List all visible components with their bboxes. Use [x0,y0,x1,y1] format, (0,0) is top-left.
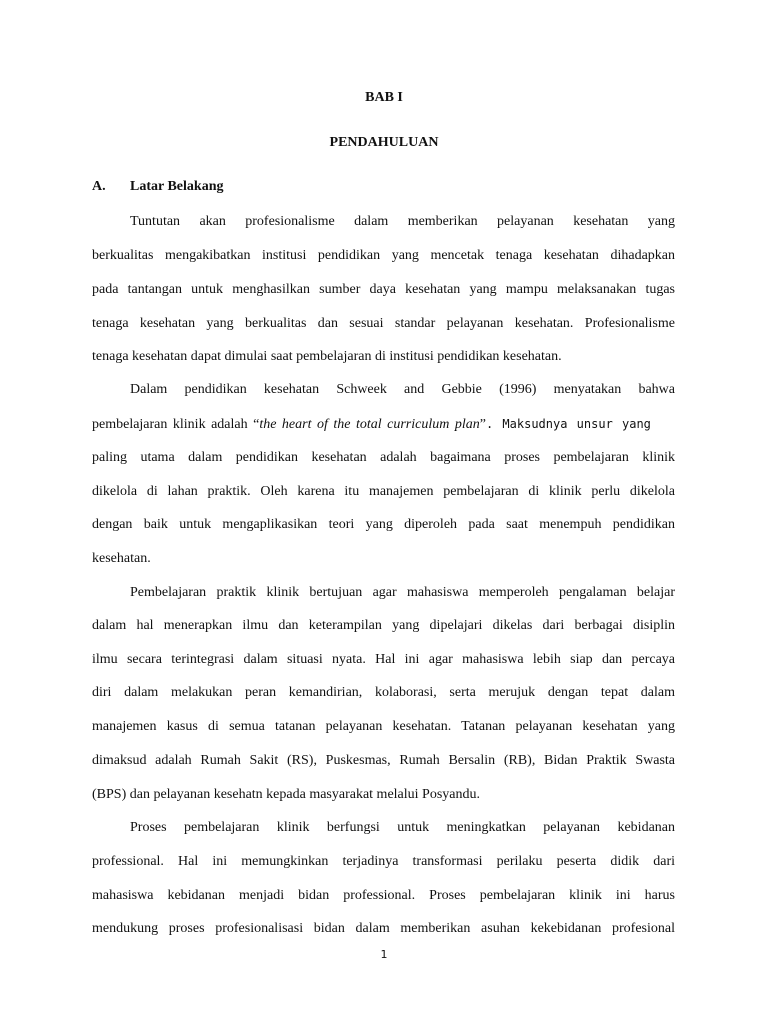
paragraph-line: berkualitas mengakibatkan institusi pendidikan yang mencetak tenaga kesehatan dihadapkan [92,248,675,263]
paragraph-line: Proses pembelajaran klinik berfungsi untuk meningkatkan pelayanan kebidanan [130,820,675,835]
paragraph-line: manajemen kasus di semua tatanan pelayanan kesehatan. Tatanan pelayanan kesehatan yang [92,719,675,734]
paragraph-line: Dalam pendidikan kesehatan Schweek and Gebbie (1996) menyatakan bahwa [130,382,675,397]
section-heading [92,179,223,195]
chapter-title: PENDAHULUAN [329,135,439,150]
paragraph-line: Tuntutan akan profesionalisme dalam memberikan pelayanan kesehatan yang [130,214,675,229]
paragraph-line: mahasiswa kebidanan menjadi bidan professional. Proses pembelajaran klinik ini harus [92,888,675,903]
page-number: 1 [380,948,388,961]
section-title: Latar Belakang [130,179,224,194]
paragraph-line: tenaga kesehatan dapat dimulai saat pembelajaran di institusi pendidikan kesehatan. [92,349,562,364]
line-text: pembelajaran klinik adalah “ [92,417,260,432]
paragraph-line-mixed [92,415,675,433]
monospace-text: . Maksudnya unsur yang [485,417,651,431]
paragraph-line: dengan baik untuk mengaplikasikan teori yang diperoleh pada saat menempuh pendidikan [92,517,675,532]
paragraph-line: pada tantangan untuk menghasilkan sumber daya kesehatan yang mampu melaksanakan tugas [92,282,675,297]
paragraph-line: mendukung proses profesionalisasi bidan dalam memberikan asuhan kekebidanan profesional [92,921,675,936]
paragraph-line: Pembelajaran praktik klinik bertujuan agar mahasiswa memperoleh pengalaman belajar [130,585,675,600]
paragraph-line: paling utama dalam pendidikan kesehatan adalah bagaimana proses pembelajaran klinik [92,450,675,465]
paragraph-line: (BPS) dan pelayanan kesehatn kepada masyarakat melalui Posyandu. [92,787,480,802]
paragraph-line: dimaksud adalah Rumah Sakit (RS), Puskesmas, Rumah Bersalin (RB), Bidan Praktik Swasta [92,753,675,768]
paragraph-line: diri dalam melakukan peran kemandirian, kolaborasi, serta merujuk dengan tepat dalam [92,685,675,700]
paragraph-line: tenaga kesehatan yang berkualitas dan sesuai standar pelayanan kesehatan. Profesionalisme [92,316,675,331]
section-number: A. [92,179,106,194]
chapter-heading: BAB I [365,90,403,105]
closing-quote: ” [479,417,486,432]
paragraph-line: kesehatan. [92,551,151,566]
paragraph-line: dalam hal menerapkan ilmu dan keterampilan yang dipelajari dikelas dari berbagai disiplin [92,618,675,633]
paragraph-line: ilmu secara terintegrasi dalam situasi nyata. Hal ini agar mahasiswa lebih siap dan percaya [92,652,675,667]
paragraph-line: professional. Hal ini memungkinkan terjadinya transformasi perilaku peserta didik dari [92,854,675,869]
italic-quote: the heart of the total curriculum plan [259,417,480,432]
paragraph-line: dikelola di lahan praktik. Oleh karena itu manajemen pembelajaran di klinik perlu dikelola [92,484,675,499]
